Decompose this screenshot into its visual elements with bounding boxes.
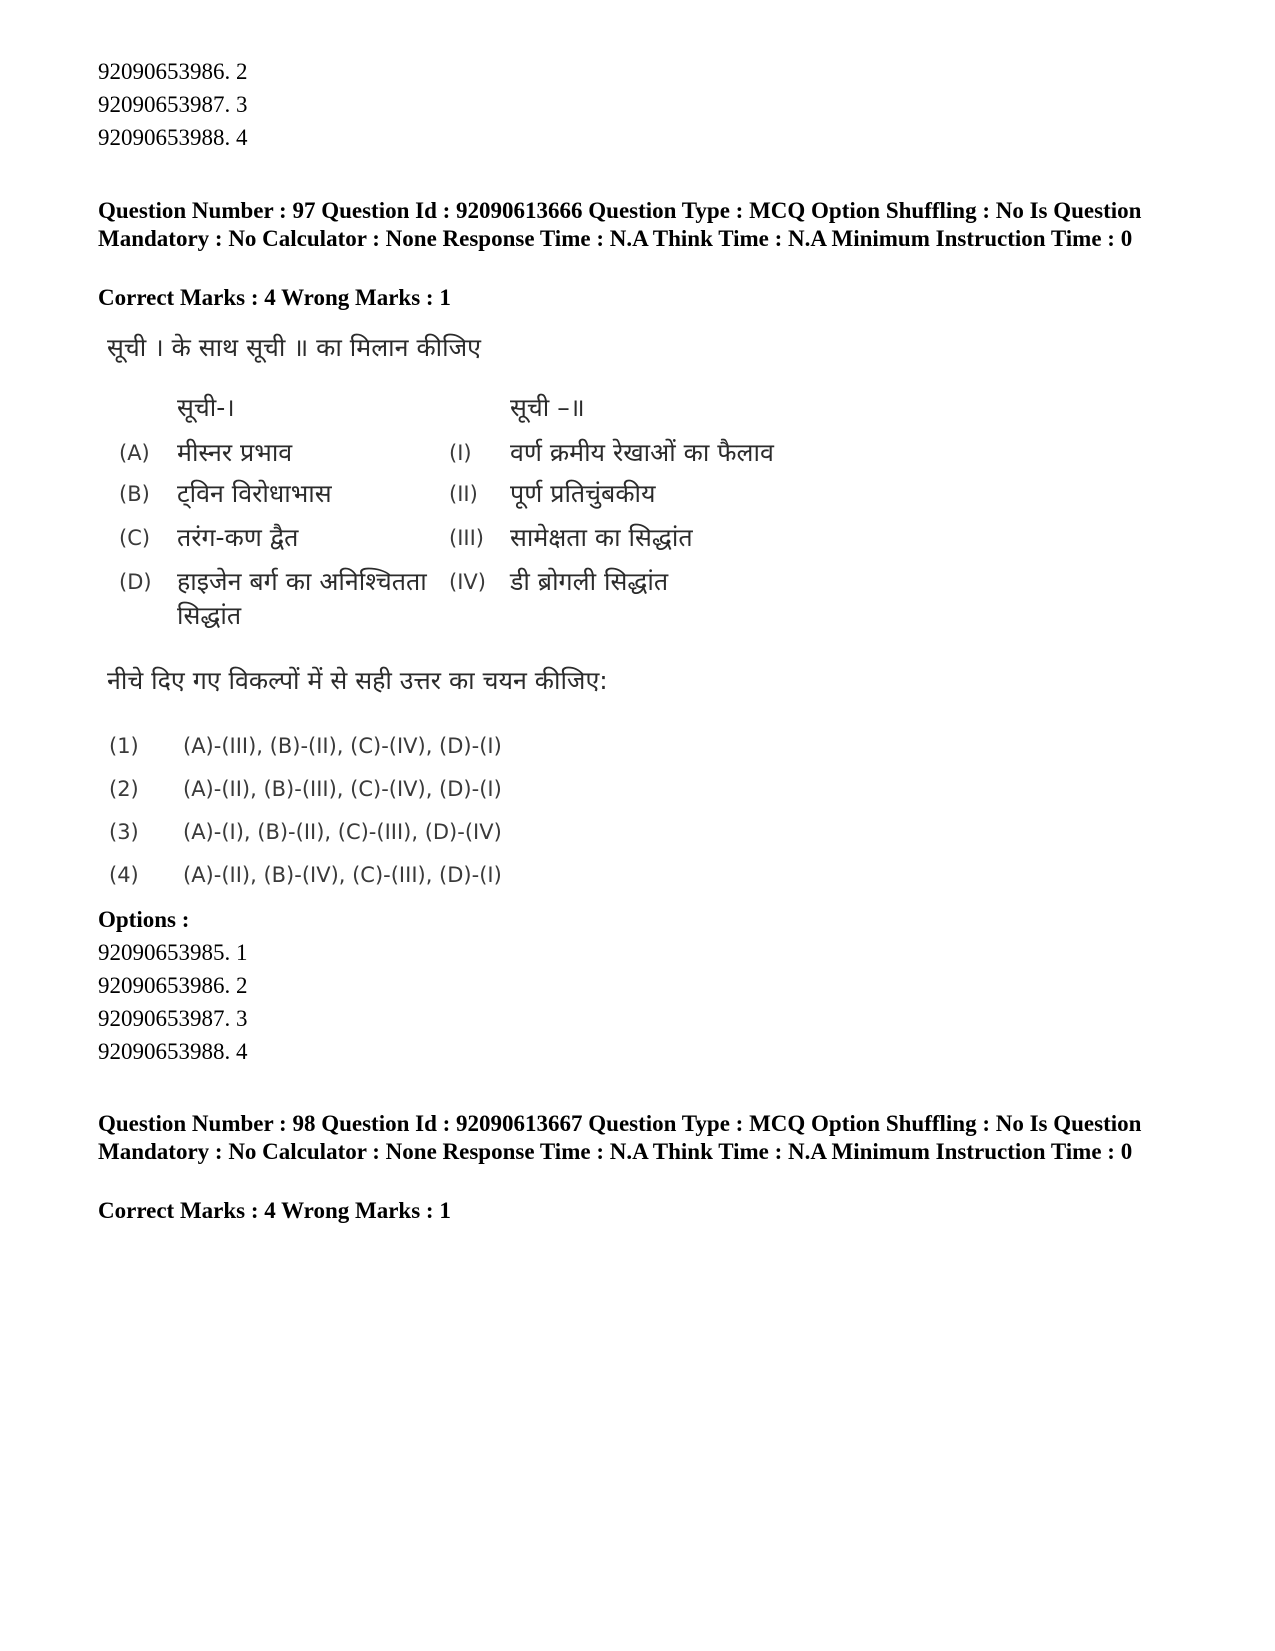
answer-text: (A)-(II), (B)-(III), (C)-(IV), (D)-(I) — [183, 777, 502, 801]
option-line: 92090653987. 3 — [98, 1006, 248, 1031]
answer-number: (2) — [109, 777, 139, 801]
choose-prompt: नीचे दिए गए विकल्पों में से सही उत्तर का चयन कीजिए: — [107, 666, 608, 695]
answer-number: (3) — [109, 820, 139, 844]
list1-item: हाइजेन बर्ग का अनिश्चितता — [177, 567, 427, 596]
list2-item: वर्ण क्रमीय रेखाओं का फैलाव — [510, 438, 774, 467]
option-line: 92090653988. 4 — [98, 125, 248, 150]
row-label: (I) — [449, 441, 472, 465]
answer-number: (4) — [109, 863, 139, 887]
row-label: (III) — [449, 526, 484, 550]
answer-text: (A)-(III), (B)-(II), (C)-(IV), (D)-(I) — [183, 734, 502, 758]
option-line: 92090653985. 1 — [98, 940, 248, 965]
row-label: (IV) — [449, 570, 486, 594]
option-line: 92090653988. 4 — [98, 1039, 248, 1064]
question-header: Question Number : 98 Question Id : 92090613667 Question Type : MCQ Option Shuffling : No Is Question Mandatory : No Calculator : None Response Time : N.A Think Time : N.A Minimum Instruction Time : 0 — [98, 1111, 1142, 1164]
option-line: 92090653986. 2 — [98, 973, 248, 998]
list1-item: मीस्नर प्रभाव — [177, 438, 293, 467]
question-header: Question Number : 97 Question Id : 92090613666 Question Type : MCQ Option Shuffling : No Is Question Mandatory : No Calculator : None Response Time : N.A Think Time : N.A Minimum Instruction Time : 0 — [98, 198, 1142, 251]
row-label: (C) — [119, 526, 151, 550]
row-label: (B) — [119, 482, 150, 506]
list1-item-continued: सिद्धांत — [177, 601, 242, 630]
list2-item: डी ब्रोगली सिद्धांत — [510, 567, 669, 596]
marks-line: Correct Marks : 4 Wrong Marks : 1 — [98, 285, 451, 310]
options-label: Options : — [98, 907, 190, 932]
row-label: (II) — [449, 482, 478, 506]
list1-item: ट्विन विरोधाभास — [177, 479, 332, 508]
answer-number: (1) — [109, 734, 139, 758]
marks-line: Correct Marks : 4 Wrong Marks : 1 — [98, 1198, 451, 1223]
list1-heading: सूची-। — [177, 393, 235, 422]
option-line: 92090653986. 2 — [98, 59, 248, 84]
list2-heading: सूची –॥ — [510, 393, 585, 422]
list1-item: तरंग-कण द्वैत — [177, 523, 299, 552]
row-label: (D) — [119, 570, 152, 594]
list2-item: सामेक्षता का सिद्धांत — [510, 523, 693, 552]
row-label: (A) — [119, 441, 150, 465]
question-prompt: सूची । के साथ सूची ॥ का मिलान कीजिए — [107, 333, 482, 362]
answer-text: (A)-(II), (B)-(IV), (C)-(III), (D)-(I) — [183, 863, 502, 887]
list2-item: पूर्ण प्रतिचुंबकीय — [510, 479, 656, 508]
option-line: 92090653987. 3 — [98, 92, 248, 117]
answer-text: (A)-(I), (B)-(II), (C)-(III), (D)-(IV) — [183, 820, 502, 844]
